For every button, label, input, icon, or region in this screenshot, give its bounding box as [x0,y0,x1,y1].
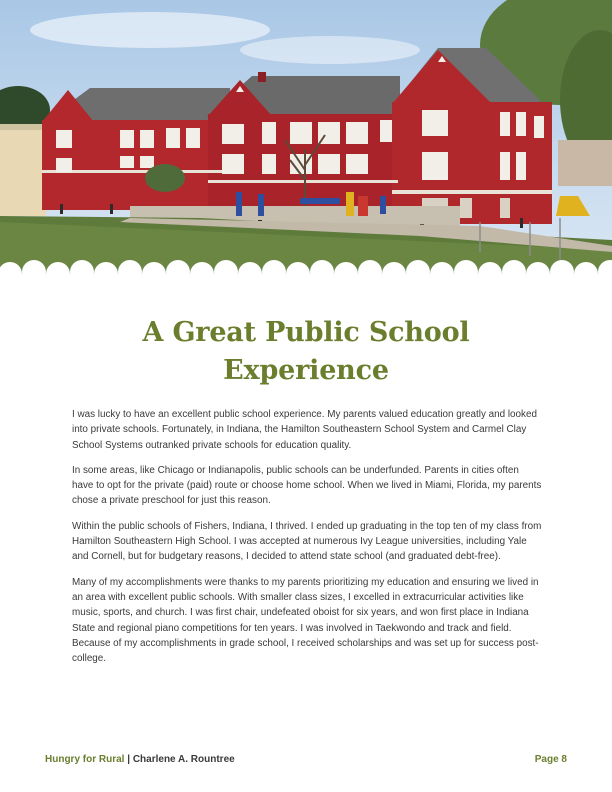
page-number: Page 8 [534,754,567,765]
page-title-line-2: Experience [223,355,389,386]
school-photo-illustration [0,0,612,285]
paragraph: In some areas, like Chicago or Indianapolis, public schools can be underfunded. Parents in cities often have to opt for the private (paid) route or choose home school. When we lived in Miami, Florida, my parents chose a private preschool for just this reason. [72,464,542,507]
footer-author: Charlene A. Rountree [132,754,235,765]
paragraph: Many of my accomplishments were thanks to my parents prioritizing my education and ensuring we lived in an area with excellent public schools. With smaller class sizes, I excelled in extracurricular activities like music, sports, and church. I was first chair, undefeated oboist for six years, and won first place in Indiana State and regional piano competitions for ten years. I was involved in Taekwondo and track and field. Because of my accomplishments in grade school, I received scholarships and was set up for success post-college. [72,576,539,665]
paragraph: Within the public schools of Fishers, Indiana, I thrived. I ended up graduating in the top ten of my class from Hamilton Southeastern High School. I was accepted at numerous Ivy League universities, including Yale and Cornell, but for budgetary reasons, I decided to attend state school (and graduated debt-free). [72,520,542,563]
footer-separator: | [127,754,131,765]
header-photo [0,0,612,285]
footer-book-title: Hungry for Rural [45,754,125,765]
page-title [0,314,612,390]
article-body [72,407,542,676]
page-title-line-1: A Great Public School [142,317,470,348]
paragraph: I was lucky to have an excellent public school experience. My parents valued education greatly and looked into private schools. Fortunately, in Indiana, the Hamilton Southeastern School System and Carmel Clay School Systems outranked private schools for education quality. [72,409,537,451]
page-footer [45,754,567,765]
